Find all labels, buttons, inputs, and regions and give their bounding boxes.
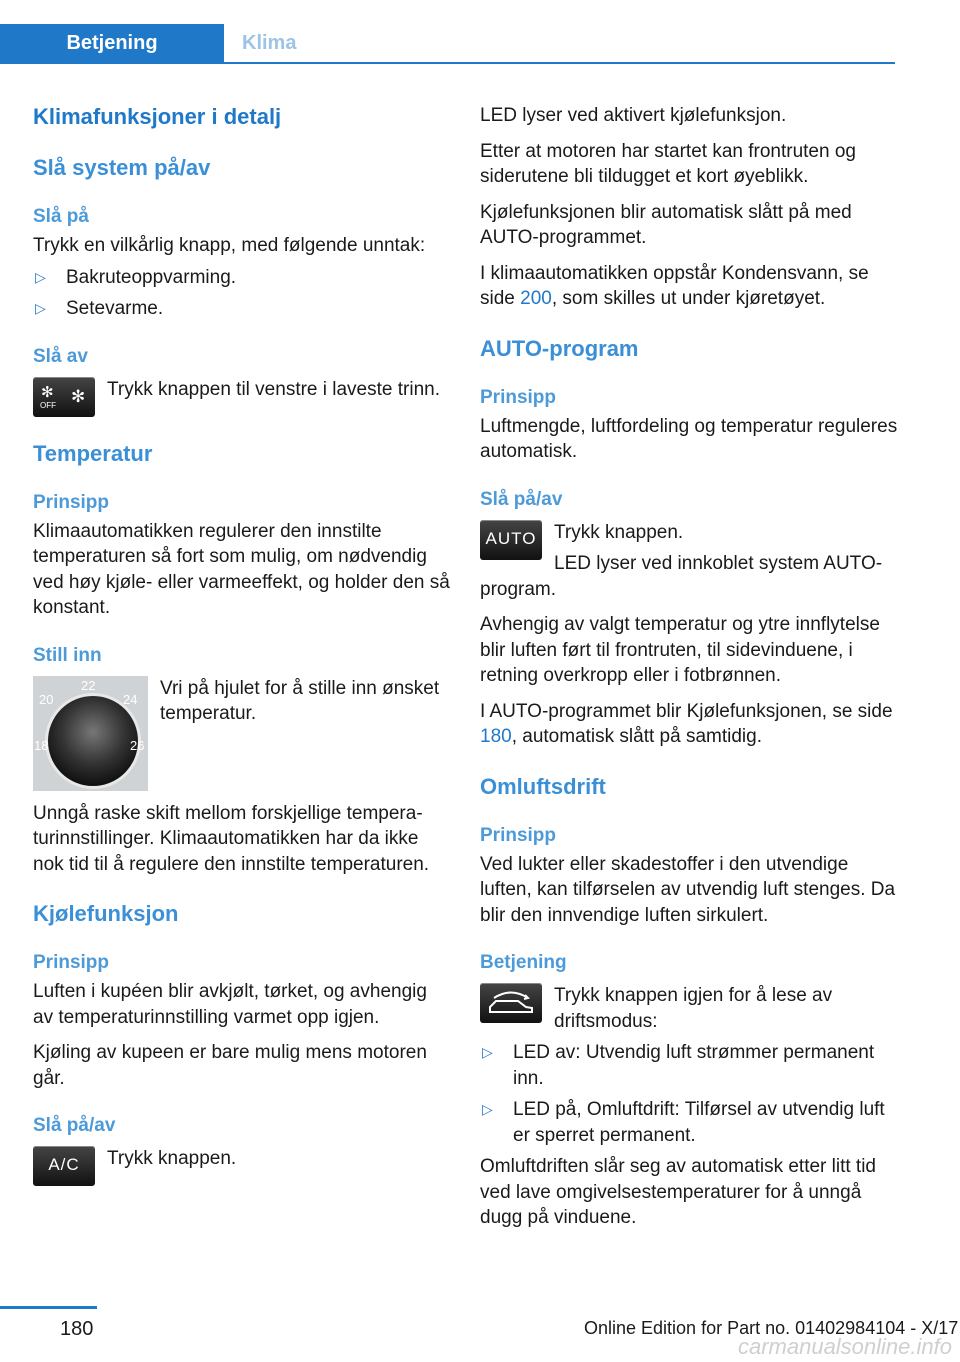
- text-klima: I klimaautomatikken oppstår Kondensvann, se side 200, som skilles ut under kjøretøyet.: [480, 262, 869, 309]
- ac-label: A/C: [48, 1155, 80, 1174]
- bullet-arrow-icon: ▷: [482, 1044, 493, 1060]
- right-column: [480, 95, 898, 1231]
- heading-auto-program: AUTO-program: [480, 335, 639, 361]
- heading-prinsipp: Prinsipp: [480, 386, 557, 408]
- auto-button-image: [480, 520, 542, 560]
- knob-number: 26: [130, 737, 145, 753]
- heading-omluftsdrift: Omluftsdrift: [480, 773, 606, 799]
- heading-sla-pa: Slå på: [33, 206, 89, 227]
- off-label: OFF: [40, 400, 56, 410]
- heading-still-inn: Still inn: [33, 644, 102, 666]
- knob-number: 20: [39, 691, 54, 707]
- temperature-knob-image: [33, 676, 148, 791]
- heading-temperatur: Temperatur: [33, 440, 153, 466]
- heading-kjolefunksjon: Kjølefunksjon: [33, 901, 179, 926]
- text-unnga: Unngå raske skift mellom forskjellige temperaturinnstillinger. Klimaautomatikken har da ikke nok tid til å regulere den innstilte temperaturen.: [33, 802, 430, 875]
- knob-number: 18: [34, 737, 49, 753]
- text-temp: Klimaautomatikken regulerer den innstilte temperaturen så fort som mulig, om nødvendig ved høy kjøle- eller varmeeffekt, og holder den så konstant.: [33, 520, 450, 618]
- tab-klima[interactable]: Klima: [242, 32, 297, 54]
- heading-main: Klimafunksjoner i detalj: [33, 104, 282, 129]
- bullet-arrow-icon: ▷: [35, 300, 46, 316]
- text-iauto: I AUTO-programmet blir Kjølefunksjonen, se side 180, automatisk slått på samtidig.: [480, 700, 893, 747]
- knob-number: 24: [123, 691, 138, 707]
- heading-sla-pa-av: Slå på/av: [480, 488, 563, 510]
- text-trykk-knappen: Trykk knappen.: [554, 521, 684, 543]
- watermark: carmanualsonline.info: [737, 1334, 952, 1359]
- knob-number: 22: [81, 677, 96, 693]
- text-trykk-knappen: Trykk knappen.: [107, 1148, 237, 1169]
- text-luften: Luften i kupéen blir avkjølt, tørket, og avhengig av temperaturinnstilling varmet opp igjen.: [33, 981, 427, 1028]
- text-led: LED lyser ved aktivert kjølefunksjon.: [480, 105, 787, 126]
- knob-dial-icon: [45, 693, 141, 789]
- figure-auto: [480, 520, 898, 603]
- fan-icon: ✻: [71, 386, 86, 406]
- figure-knob: [33, 676, 451, 791]
- page-link-200[interactable]: 200: [520, 288, 552, 309]
- list-item: ▷ LED på, Omluftdrift: Tilførsel av utvendig luft er sperret permanent.: [482, 1099, 885, 1146]
- text-omluft-slar: Omluftdriften slår seg av automatisk etter litt tid ved lave omgivelsestemperaturer for å unngå dugg på vinduene.: [480, 1156, 876, 1228]
- auto-label: AUTO: [485, 528, 537, 548]
- figure-ac: [33, 1146, 451, 1186]
- heading-prinsipp: Prinsipp: [480, 824, 557, 846]
- heading-sla-av: Slå av: [33, 345, 88, 367]
- heading-prinsipp: Prinsipp: [33, 952, 110, 973]
- text-still-inn: Vri på hjulet for å stille inn ønsket temperatur.: [160, 677, 440, 724]
- bullet-arrow-icon: ▷: [35, 268, 46, 285]
- fan-off-button-image: [33, 377, 95, 417]
- recirculation-car-icon: [480, 983, 542, 1023]
- heading-betjening: Betjening: [480, 952, 567, 973]
- heading-prinsipp: Prinsipp: [33, 491, 110, 513]
- text-led-auto: LED lyser ved innkoblet system AUTO-program.: [480, 553, 883, 600]
- text-sla-av: Trykk knappen til venstre i laveste trinn.: [107, 378, 440, 400]
- page-link-180[interactable]: 180: [480, 726, 512, 747]
- footer-rule: [0, 1306, 97, 1309]
- left-column: [33, 95, 451, 1186]
- text-kjoling: Kjøling av kupeen er bare mulig mens motoren går.: [33, 1042, 427, 1089]
- text-trykk: Trykk en vilkårlig knapp, med følgende unntak:: [33, 235, 426, 256]
- list-led-modes: [480, 1040, 898, 1148]
- edition-text: Online Edition for Part no. 01402984104 - X/17: [584, 1318, 959, 1338]
- page-number: 180: [60, 1318, 94, 1340]
- bullet-arrow-icon: ▷: [482, 1101, 493, 1117]
- ac-button-image: [33, 1146, 95, 1186]
- text-trykk-igjen: Trykk knappen igjen for å lese av driftsmodus:: [554, 985, 833, 1032]
- tab-betjening[interactable]: Betjening: [0, 24, 224, 62]
- heading-system: Slå system på/av: [33, 155, 211, 180]
- section-tabs: [0, 24, 895, 64]
- text-kjolefunk: Kjølefunksjonen blir automatisk slått på med AUTO-programmet.: [480, 201, 852, 248]
- list-exceptions: [33, 265, 451, 322]
- list-item: ▷ Bakruteoppvarming.: [33, 265, 451, 291]
- text-lukter: Ved lukter eller skadestoffer i den utvendige luften, kan tilførselen av utvendig luft stenges. Da blir den innvendige luften sirkulert.: [480, 853, 896, 926]
- figure-off: [33, 377, 451, 417]
- list-item: ▷ Setevarme.: [33, 296, 451, 322]
- list-item: ▷ LED av: Utvendig luft strømmer permanent inn.: [482, 1042, 875, 1089]
- recirculation-button-image: [480, 983, 542, 1023]
- figure-recirc: [480, 983, 898, 1034]
- fan-icon: ✻: [41, 383, 54, 401]
- text-avhengig: Avhengig av valgt temperatur og ytre innflytelse blir luften ført til frontruten, til sidevinduene, i retning overkropp eller i fotbrønnen.: [480, 614, 880, 686]
- text-etter: Etter at motoren har startet kan frontruten og siderutene bli tildugget et kort øyeblikk.: [480, 140, 856, 187]
- text-luftmengde: Luftmengde, luftfordeling og temperatur reguleres automatisk.: [480, 415, 898, 462]
- heading-sla-pa-av: Slå på/av: [33, 1115, 116, 1136]
